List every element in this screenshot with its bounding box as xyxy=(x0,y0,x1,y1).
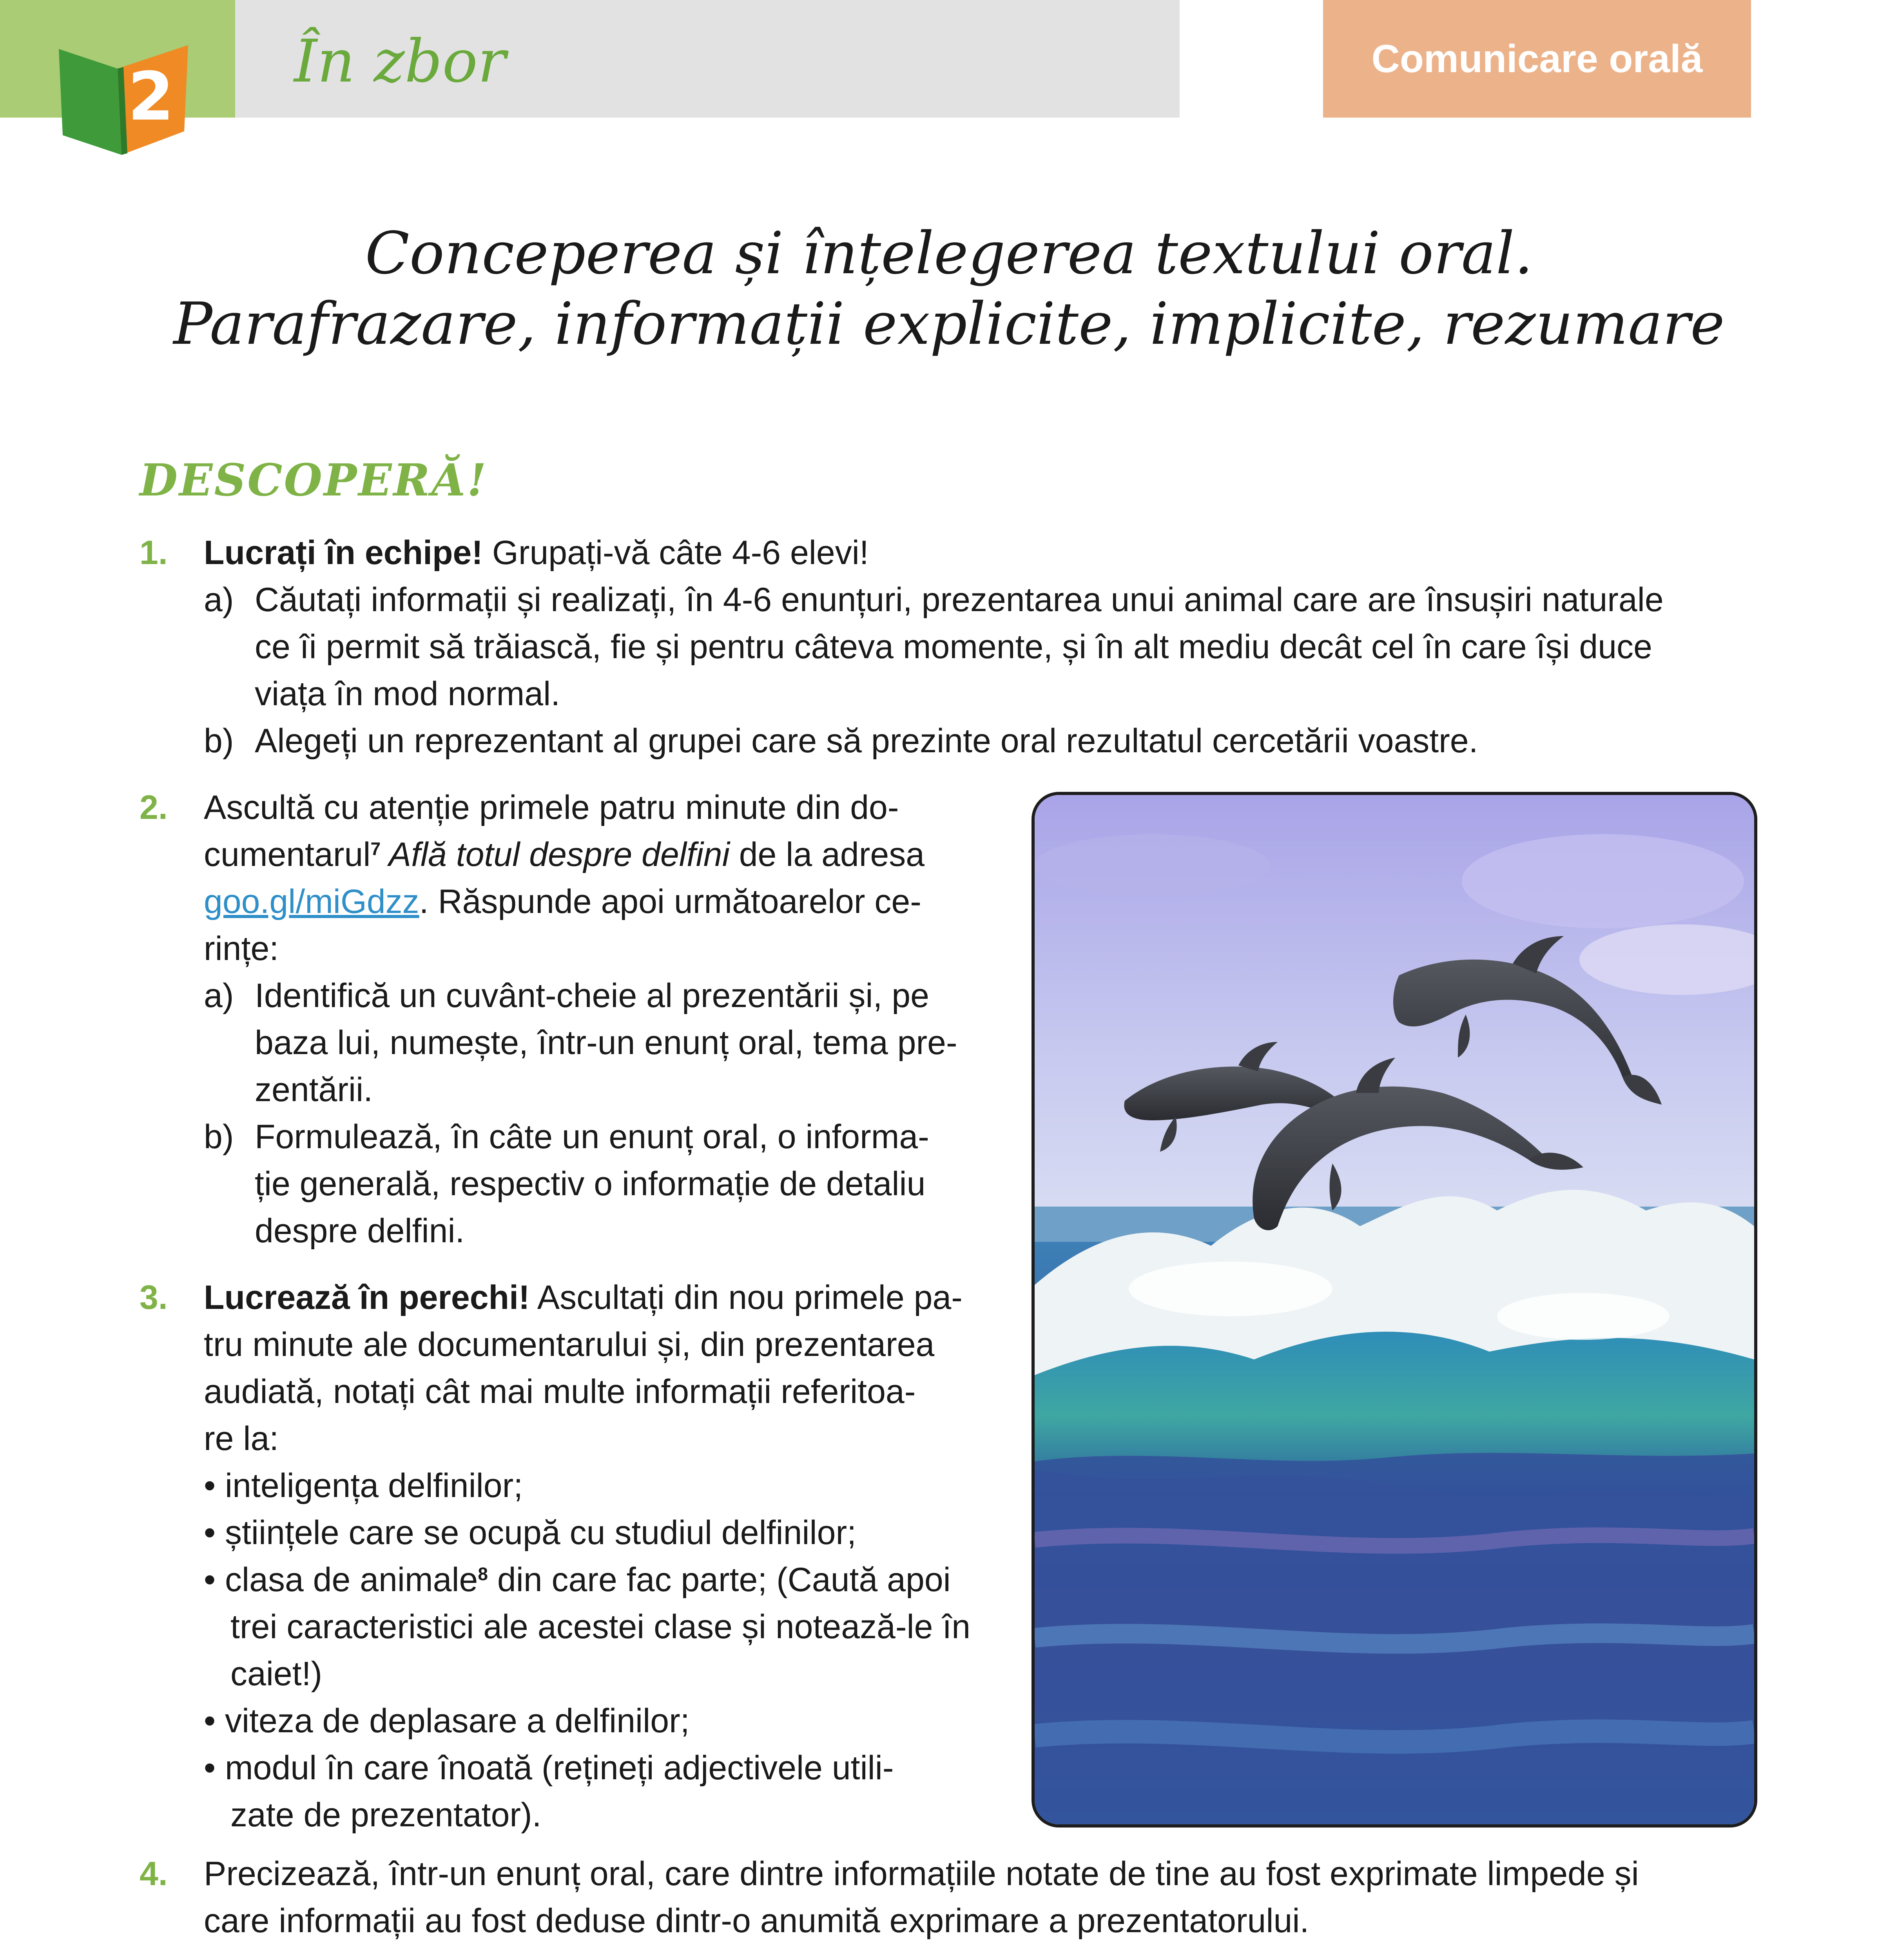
ex1-a-line-3: viața în mod normal. xyxy=(255,675,560,713)
dolphins-illustration xyxy=(1035,795,1754,1824)
ex2-line-1: Ascultă cu atenție primele patru minute din do- xyxy=(204,789,899,826)
ex3-line-4: re la: xyxy=(204,1420,279,1457)
ex1-line xyxy=(204,529,869,576)
documentary-title: Află totul despre delfini xyxy=(381,836,730,873)
ex3-bold: Lucrează în perechi! xyxy=(204,1279,530,1316)
ex3-line-1-post: Ascultați din nou primele pa- xyxy=(529,1279,963,1316)
ex3-line-1 xyxy=(204,1274,963,1321)
chapter-book-icon xyxy=(59,37,192,155)
ex1-b-line-1: Alegeți un reprezentant al grupei care să prezinte oral rezultatul cercetării voastre. xyxy=(255,722,1478,760)
ex1-a-line-1: Căutați informații și realizați, în 4-6 enunțuri, prezentarea unui animal care are însușiri naturale xyxy=(255,581,1664,619)
ex3-bullet-3-line-3: caiet!) xyxy=(230,1655,323,1693)
ex2-a-line-3: zentării. xyxy=(255,1071,373,1109)
ex3-bullet-5-line-2: zate de prezentator). xyxy=(230,1796,542,1834)
ex2-b-line-3: despre delfini. xyxy=(255,1212,465,1250)
section-tag xyxy=(1323,0,1751,118)
ex1-b-label: b) xyxy=(204,722,234,760)
ex1-a-line-2: ce îi permit să trăiască, fie și pentru câteva momente, și în alt mediu decât cel în care își duce xyxy=(255,628,1652,666)
footnote-ref-8: 8 xyxy=(478,1564,488,1584)
ex3-bullet-5-line-1: • modul în care înoată (rețineți adjectivele utili- xyxy=(204,1749,894,1787)
chapter-title: În zbor xyxy=(294,27,506,96)
ex3-bullet-3 xyxy=(204,1556,951,1608)
ex3-bullet-3-post: din care fac parte; (Caută apoi xyxy=(488,1561,951,1599)
ex2-line-2 xyxy=(204,831,925,883)
ex4-line-2: care informații au fost deduse dintr-o anumită exprimare a prezentatorului. xyxy=(204,1902,1309,1940)
page-title-line-1: Conceperea și înțelegerea textului oral. xyxy=(365,220,1533,287)
ex2-b-line-1: Formulează, în câte un enunț oral, o informa- xyxy=(255,1118,929,1156)
ex2-b-label: b) xyxy=(204,1118,234,1156)
ex2-line-2-pre: cumentarul xyxy=(204,836,371,873)
ex3-line-3: audiată, notați cât mai multe informații referitoa- xyxy=(204,1373,916,1410)
dolphins-photo xyxy=(1031,792,1757,1828)
ex2-line-3 xyxy=(204,878,921,925)
ex3-bullet-3-pre: • clasa de animale xyxy=(204,1561,478,1599)
ex2-line-4: rințe: xyxy=(204,930,279,967)
ex3-bullet-2: • științele care se ocupă cu studiul delfinilor; xyxy=(204,1514,856,1552)
ex4-number: 4. xyxy=(140,1855,168,1893)
chapter-number: 2 xyxy=(127,58,174,136)
ex3-number: 3. xyxy=(140,1279,168,1316)
ex1-text: Grupați-vă câte 4-6 elevi! xyxy=(483,534,869,572)
ex2-number: 2. xyxy=(140,789,168,826)
footnote-ref-7: 7 xyxy=(370,838,381,859)
page-title-line-2: Parafrazare, informații explicite, implicite, rezumare xyxy=(173,290,1725,358)
ex2-a-label: a) xyxy=(204,977,234,1014)
ex4-line-1: Precizează, într-un enunț oral, care dintre informațiile notate de tine au fost exprimate limpede și xyxy=(204,1855,1639,1893)
documentary-link[interactable]: goo.gl/miGdzz xyxy=(204,883,419,920)
ex2-a-line-1: Identifică un cuvânt-cheie al prezentării și, pe xyxy=(255,977,929,1014)
section-tag-label: Comunicare orală xyxy=(1371,37,1703,81)
ex2-line-2-post: de la adresa xyxy=(729,836,925,873)
ex2-line-3-post: . Răspunde apoi următoarelor ce- xyxy=(419,883,921,920)
ex3-line-2: tru minute ale documentarului și, din prezentarea xyxy=(204,1326,935,1363)
ex3-bullet-1: • inteligența delfinilor; xyxy=(204,1467,523,1504)
section-heading: DESCOPERĂ! xyxy=(140,455,488,506)
ex1-number: 1. xyxy=(140,534,168,572)
ex1-a-label: a) xyxy=(204,581,234,619)
ex3-bullet-3-line-2: trei caracteristici ale acestei clase și notează-le în xyxy=(230,1608,971,1646)
ex2-b-line-2: ție generală, respectiv o informație de detaliu xyxy=(255,1165,926,1203)
ex1-bold: Lucrați în echipe! xyxy=(204,534,483,572)
ex2-a-line-2: baza lui, numește, într-un enunț oral, tema pre- xyxy=(255,1024,957,1062)
ex3-bullet-4: • viteza de deplasare a delfinilor; xyxy=(204,1702,690,1740)
